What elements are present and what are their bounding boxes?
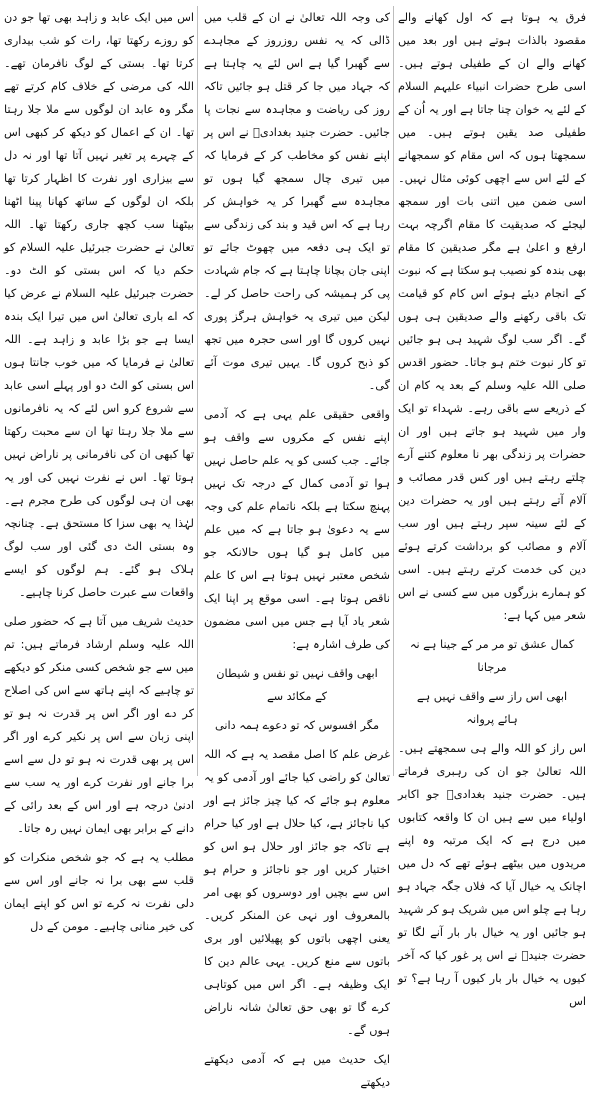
- column-divider: [393, 6, 394, 776]
- paragraph: فرق یہ ہوتا ہے کہ اول کھانے والے مقصود بالذات ہوتے ہیں اور بعد میں کھانے والے ان کے طفیلی ہوتے ہیں۔ اسی طرح حضرات انبیاء علیہم السلام کے لئے یہ خوان چنا جاتا ہے اور یہ اُن کے طفیلی صد یقین ہوتے ہیں۔ میں سمجھتا ہوں کہ اس مقام کو سمجھانے کے لئے اس سے اچھی کوئی مثال نہیں۔ اسی ضمن میں اتنی بات اور سمجھ لیجئے کہ صدیقیت کا مقام اگرچہ بہت ارفع و اعلیٰ ہے مگر صدیقین کا مقام بھی بندہ کو نصیب ہو سکتا ہے کہ نبوت کے انجام دیئے ہوئے اس کام کو قیامت تک باقی رکھنے والے صدیقین ہی ہوں گے۔ اگر سب لوگ شہید ہی ہو جائیں تو کار نبوت ختم ہو جاتا۔ حضور اقدس صلی اللہ علیہ وسلم کے بعد یہ کام ان کے ذریعے سے باقی رہے۔ شہداء تو ایک وار میں شہید ہو جاتے ہیں اور ان حضرات پر زندگی بھر نا معلوم کتنے آرے چلتے رہتے ہیں اور کس قدر مصائب و آلام آتے رہتے ہیں اور یہ حضرات دین کے لئے سینہ سپر رہتے ہیں اور سب آلام و مصائب کو برداشت کرتے ہوئے دین کی خدمت کرتے رہتے ہیں۔ اسی کو ہمارے بزرگوں میں سے کسی نے اس شعر میں کہا ہے:: [398, 11, 586, 622]
- column-divider: [197, 6, 198, 776]
- paragraph: کی وجہ اللہ تعالیٰ نے ان کے قلب میں ڈالی کہ یہ نفس روزروز کے مجاہدے سے گھبرا گیا ہے اس لئے یہ چاہتا ہے کہ جہاد میں جا کر قتل ہو جائیں تاکہ روز کی ریاضت و مجاہدہ سے نجات پا جائیں۔ حضرت جنید بغدادیؒ نے اس پر اپنے نفس کو مخاطب کر کے فرمایا کہ میں تیری چال سمجھ گیا ہوں تو مجاہدہ سے گھبرا کر یہ خواہش کر رہا ہے کہ اس قید و بند کی زندگی سے تو ایک ہی دفعہ میں چھوٹ جائے تو اپنی جان بچانا چاہتا ہے کہ جام شہادت پی کر ہمیشہ کی راحت حاصل کر لے۔ لیکن میں تیری یہ خواہش ہرگز پوری نہیں کروں گا اور اسی حجرہ میں تجھ کو ذبح کروں گا۔ یہیں تیری موت آئے گی۔: [204, 11, 390, 392]
- text-column-left: [4, 6, 194, 933]
- paragraph: غرض علم کا اصل مقصد یہ ہے کہ اللہ تعالیٰ کو راضی کیا جائے اور آدمی کو یہ معلوم ہو جائے کہ کیا چیز جائز ہے اور کیا ناجائز ہے، کیا حلال ہے اور کیا حرام ہے تاکہ جو جائز اور حلال ہو اس کو اختیار کریں اور جو ناجائز و حرام ہو اس سے بچیں اور دوسروں کو بھی امر بالمعروف اور نہی عن المنکر کریں۔ یعنی اچھی باتوں کو پھیلائیں اور بری باتوں سے منع کریں۔ یہی عالم دین کا ایک وظیفہ ہے۔ اگر اس میں کوتاہی کرے گا تو بھی حق تعالیٰ شانہ ناراض ہوں گے۔: [204, 748, 390, 1037]
- verse-line: مگر افسوس کہ تو دعوے ہمہ دانی: [214, 719, 379, 732]
- paragraph: ایک حدیث میں ہے کہ آدمی دیکھتے دیکھتے: [204, 1053, 390, 1089]
- paragraph: اس میں ایک عابد و زاہد بھی تھا جو دن کو روزے رکھتا تھا، رات کو شب بیداری کرتا تھا۔ بستی کے لوگ نافرمان تھے۔ اللہ کی مرضی کے خلاف کام کرتے تھے مگر وہ عابد ان لوگوں سے ملا جلا رہتا تھا۔ ان کے اعمال کو دیکھ کر کبھی اس کے چہرے پر تغیر نہیں آتا تھا اور نہ دل سے بیزاری اور نفرت کا اظہار کرتا تھا بلکہ ان لوگوں کے ساتھ کھانا پینا اٹھنا بیٹھنا سب کچھ جاری رکھتا تھا۔ اللہ تعالیٰ نے حضرت جبرئیل علیہ السلام کو حکم دیا کہ اس بستی کو الٹ دو۔ حضرت جبرئیل علیہ السلام نے عرض کیا کہ اے باری تعالیٰ اس میں تیرا ایک بندہ ایسا ہے جو بڑا عابد و زاہد ہے۔ اللہ تعالیٰ نے فرمایا کہ میں خوب جانتا ہوں اس بستی کو الٹ دو اور پہلے اسی عابد سے شروع کرو اس لئے کہ یہ نافرمانوں سے ملا جلا رہتا تھا ان سے محبت رکھتا تھا کبھی ان کی نافرمانی پر ناراض نہیں ہوتا تھا۔ اس نے نفرت نہیں کی اور یہ بھی ان ہی لوگوں کی طرح مجرم ہے۔ لہٰذا یہ بھی سزا کا مستحق ہے۔ چنانچہ وہ بستی الٹ دی گئی اور سب لوگ ہلاک ہو گئے۔ ہم لوگوں کو ایسے واقعات سے عبرت حاصل کرنا چاہیے۔: [4, 11, 194, 599]
- paragraph: اس راز کو اللہ والے ہی سمجھتے ہیں۔ اللہ تعالیٰ جو ان کی رہبری فرماتے ہیں۔ حضرت جنید بغدادیؒ جو اکابر اولیاء میں سے ہیں ان کا واقعہ کتابوں میں درج ہے کہ ایک مرتبہ وہ اپنے مریدوں میں بیٹھے ہوئے تھے کہ دل میں اچانک یہ خیال آیا کہ فلاں جگہ جہاد ہو رہا ہے چلو اس میں شریک ہو کر شہید ہو جائیں اور یہ خیال بار بار آنے لگا تو حضرت جنیدؒ نے اس پر غور کیا کہ آخر کیوں یہ خیال بار بار کیوں آ رہا ہے؟ تو اس: [398, 742, 586, 1008]
- verse-line: کمال عشق تو مر مر کے جینا ہے نہ مرجانا: [409, 638, 575, 674]
- verse-line: ابھی واقف نہیں تو نفس و شیطان کے مکائد سے: [216, 667, 378, 703]
- text-column-right: [398, 6, 586, 1008]
- paragraph: حدیث شریف میں آتا ہے کہ حضور صلی اللہ علیہ وسلم ارشاد فرماتے ہیں: تم میں سے جو شخص کسی منکر کو دیکھے تو چاہیے کہ اپنے ہاتھ سے اس کی اصلاح کر دے اور اگر اس پر قدرت نہ ہو تو اپنی زبان سے اس پر نکیر کرے اور اگر اس پر بھی قدرت نہ ہو تو دل سے اسے برا جانے اور نفرت کرے اور یہ سب سے ادنیٰ درجہ ہے اور اس کے بعد رائی کے دانے کے برابر بھی ایمان نہیں رہ جاتا۔: [4, 615, 194, 835]
- paragraph: مطلب یہ ہے کہ جو شخص منکرات کو قلب سے بھی برا نہ جانے اور اس سے دلی نفرت نہ کرے تو اس کو اپنے ایمان کی خیر منانی چاہیے۔ مومن کے دل: [4, 851, 194, 933]
- paragraph: واقعی حقیقی علم یہی ہے کہ آدمی اپنے نفس کے مکروں سے واقف ہو جائے۔ جب کسی کو یہ علم حاصل نہیں ہوا تو آدمی کمال کے درجہ تک نہیں پہنچ سکتا ہے بلکہ ناتمام علم کی وجہ سے یہ دعویٰ ہو جاتا ہے کہ میں علم میں کامل ہو گیا ہوں حالانکہ جو شخص معتبر نہیں ہوتا ہے اس کا علم ناقص ہوتا ہے۔ اسی موقع پر اپنا ایک شعر یاد آیا ہے جس میں اسی مضمون کی طرف اشارہ ہے:: [204, 408, 390, 651]
- text-column-middle: [204, 6, 390, 1089]
- verse-line: ابھی اس راز سے واقف نہیں ہے ہائے پروانہ: [416, 690, 568, 726]
